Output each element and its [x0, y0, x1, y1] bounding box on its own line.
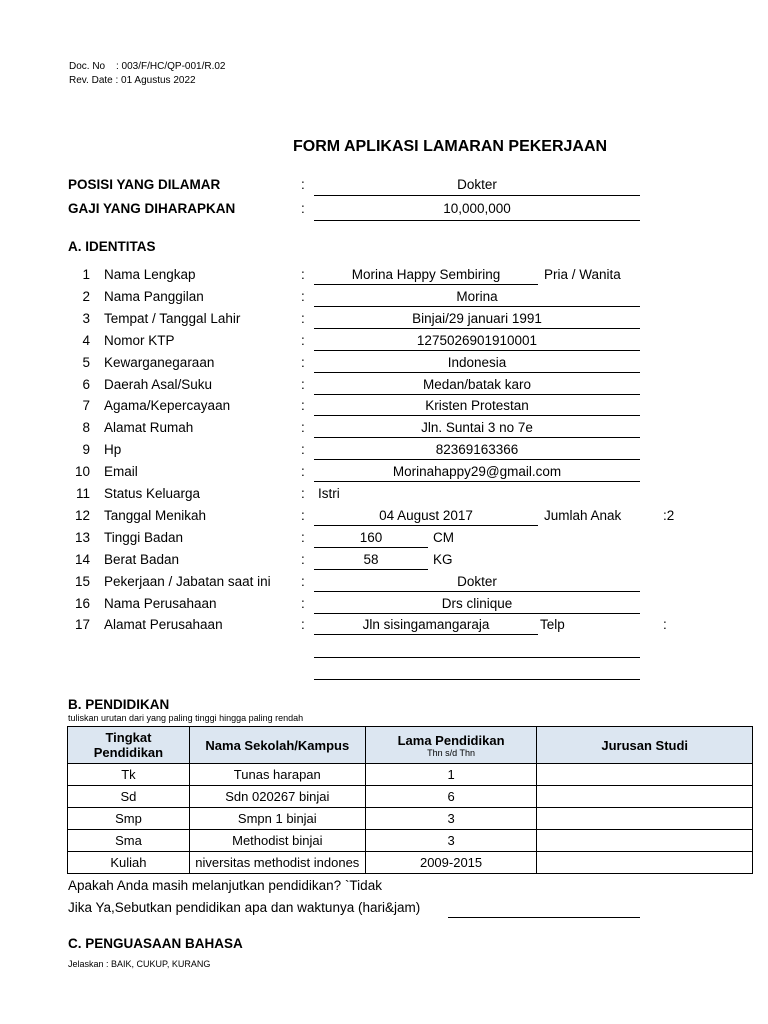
identitas-row-value[interactable]: Morinahappy29@gmail.com — [392, 464, 562, 479]
cell-lama[interactable]: 3 — [365, 830, 537, 852]
cell-sekolah[interactable]: Smpn 1 binjai — [189, 808, 365, 830]
identitas-row-value[interactable]: 1275026901910001 — [416, 333, 538, 348]
identitas-row-label: Tempat / Tanggal Lahir — [104, 311, 241, 326]
pendidikan-note: tuliskan urutan dari yang paling tinggi hingga paling rendah — [68, 713, 304, 723]
cell-tingkat[interactable]: Kuliah — [68, 852, 190, 874]
alamat-perusahaan-extra-line-2[interactable] — [314, 679, 640, 680]
identitas-row-label: Email — [104, 464, 138, 479]
bahasa-note: Jelaskan : BAIK, CUKUP, KURANG — [68, 959, 211, 969]
identitas-row-underline — [314, 525, 538, 526]
identitas-row-number: 15 — [74, 574, 90, 589]
rev-date: Rev. Date : 01 Agustus 2022 — [69, 75, 196, 86]
identitas-row-label: Agama/Kepercayaan — [104, 398, 231, 413]
identitas-row-number: 9 — [82, 442, 90, 457]
identitas-row-colon: : — [301, 420, 305, 435]
identitas-row-colon: : — [301, 552, 305, 567]
gaji-label: GAJI YANG DIHARAPKAN — [68, 201, 236, 216]
identitas-row-colon: : — [301, 311, 305, 326]
cell-tingkat[interactable]: Smp — [68, 808, 190, 830]
identitas-row-value[interactable]: Indonesia — [447, 355, 507, 370]
col-lama-sublabel: Thn s/d Thn — [427, 747, 475, 758]
identitas-row-underline — [314, 437, 640, 438]
posisi-colon: : — [301, 177, 305, 192]
col-lama-label: Lama Pendidikan — [397, 732, 505, 748]
question-education-detail: Jika Ya,Sebutkan pendidikan apa dan waktunya (hari&jam) — [68, 900, 421, 915]
table-row — [68, 852, 753, 874]
question-continue-education: Apakah Anda masih melanjutkan pendidikan? `Tidak — [68, 878, 382, 893]
identitas-row-colon: : — [301, 442, 305, 457]
identitas-row-underline — [314, 328, 640, 329]
identitas-row-colon: : — [301, 464, 305, 479]
identitas-row-number: 4 — [82, 333, 90, 348]
identitas-row-value[interactable]: Kristen Protestan — [425, 398, 529, 413]
gaji-value[interactable]: 10,000,000 — [443, 201, 511, 216]
identitas-row-underline — [314, 547, 428, 548]
identitas-row-colon: : — [301, 530, 305, 545]
cell-sekolah[interactable]: Methodist binjai — [189, 830, 365, 852]
identitas-row-label: Berat Badan — [104, 552, 180, 567]
identitas-row-label: Nama Panggilan — [104, 289, 204, 304]
identitas-row-underline — [314, 394, 640, 395]
table-row — [68, 808, 753, 830]
col-jurusan-header: Jurusan Studi — [537, 727, 753, 764]
page-title: FORM APLIKASI LAMARAN PEKERJAAN — [293, 138, 608, 155]
table-row — [68, 764, 753, 786]
identitas-row-underline — [314, 306, 640, 307]
cell-jurusan[interactable] — [537, 808, 753, 830]
cell-sekolah[interactable]: Sdn 020267 binjai — [189, 786, 365, 808]
doc-no-value: : 003/F/HC/QP-001/R.02 — [116, 61, 226, 72]
cell-lama[interactable]: 1 — [365, 764, 537, 786]
identitas-row-underline — [314, 613, 640, 614]
pendidikan-header-row — [68, 727, 753, 764]
identitas-row-label: Tinggi Badan — [104, 530, 184, 545]
cell-lama[interactable]: 6 — [365, 786, 537, 808]
identitas-row-number: 1 — [82, 267, 90, 282]
identitas-row-label: Status Keluarga — [104, 486, 201, 501]
identitas-row-number: 6 — [82, 377, 90, 392]
identitas-row-colon: : — [301, 289, 305, 304]
doc-no-label: Doc. No — [69, 61, 106, 72]
identitas-row-value[interactable]: Jln sisingamangaraja — [362, 617, 490, 632]
identitas-row-number: 17 — [74, 617, 90, 632]
identitas-row-colon: : — [301, 267, 305, 282]
identitas-row-label: Tanggal Menikah — [104, 508, 207, 523]
identitas-row-value[interactable]: Jln. Suntai 3 no 7e — [421, 420, 533, 435]
cell-jurusan[interactable] — [537, 830, 753, 852]
identitas-row-colon: : — [301, 574, 305, 589]
identitas-row-number: 12 — [74, 508, 90, 523]
identitas-row-colon: : — [301, 486, 305, 501]
gaji-colon: : — [301, 201, 305, 216]
identitas-row-value[interactable]: 160 — [359, 530, 383, 545]
identitas-heading: A. IDENTITAS — [68, 239, 156, 254]
identitas-row-underline — [314, 634, 538, 635]
identitas-row-underline — [314, 459, 640, 460]
identitas-row-colon: : — [301, 377, 305, 392]
identitas-row-number: 5 — [82, 355, 90, 370]
identitas-row-underline — [314, 350, 640, 351]
identitas-row-value[interactable]: Binjai/29 januari 1991 — [412, 311, 542, 326]
jumlah-anak-label: Jumlah Anak — [544, 508, 622, 523]
identitas-row-value[interactable]: Istri — [318, 486, 340, 501]
identitas-row-label: Nomor KTP — [104, 333, 175, 348]
posisi-underline — [314, 195, 640, 196]
col-sekolah-header: Nama Sekolah/Kampus — [189, 727, 365, 764]
identitas-row-value[interactable]: Dokter — [457, 574, 497, 589]
identitas-row-number: 7 — [82, 398, 90, 413]
identitas-row-number: 14 — [74, 552, 90, 567]
identitas-row-underline — [314, 372, 640, 373]
identitas-row-number: 13 — [74, 530, 90, 545]
telp-colon: : — [663, 617, 667, 632]
cell-tingkat[interactable]: Sd — [68, 786, 190, 808]
identitas-row-value[interactable]: Morina Happy Sembiring — [351, 267, 501, 282]
identitas-row-label: Daerah Asal/Suku — [104, 377, 213, 392]
col-lama-header — [365, 727, 537, 764]
cell-tingkat[interactable]: Sma — [68, 830, 190, 852]
identitas-row-underline — [314, 591, 640, 592]
identitas-row-colon: : — [301, 508, 305, 523]
cell-tingkat[interactable]: Tk — [68, 764, 190, 786]
identitas-row-number: 11 — [75, 486, 90, 501]
identitas-row-colon: : — [301, 398, 305, 413]
identitas-row-label: Nama Lengkap — [104, 267, 196, 282]
col-tingkat-header — [68, 727, 190, 764]
identitas-row-colon: : — [301, 596, 305, 611]
identitas-row-number: 16 — [74, 596, 90, 611]
identitas-row-underline — [314, 481, 640, 482]
gender-options[interactable]: Pria / Wanita — [544, 267, 621, 282]
identitas-row-value[interactable]: 82369163366 — [435, 442, 519, 457]
pendidikan-heading: B. PENDIDIKAN — [68, 697, 170, 712]
identitas-row-underline — [314, 415, 640, 416]
telp-label: Telp — [540, 617, 565, 632]
bahasa-heading: C. PENGUASAAN BAHASA — [68, 936, 243, 951]
table-row — [68, 830, 753, 852]
gaji-underline — [314, 220, 640, 221]
identitas-row-value[interactable]: Morina — [456, 289, 498, 304]
pendidikan-table — [67, 726, 753, 874]
identitas-row-number: 2 — [82, 289, 90, 304]
cell-jurusan[interactable] — [537, 852, 753, 874]
cell-lama[interactable]: 2009-2015 — [365, 852, 537, 874]
identitas-row-underline — [314, 284, 538, 285]
identitas-row-value[interactable]: 04 August 2017 — [379, 508, 473, 523]
identitas-row-label: Nama Perusahaan — [104, 596, 217, 611]
identitas-row-number: 10 — [74, 464, 90, 479]
jumlah-anak-value[interactable]: :2 — [663, 508, 675, 523]
tinggi-unit: CM — [433, 530, 454, 545]
cell-jurusan[interactable] — [537, 786, 753, 808]
identitas-row-colon: : — [301, 617, 305, 632]
alamat-perusahaan-extra-line-1[interactable] — [314, 657, 640, 658]
identitas-row-underline — [314, 569, 428, 570]
identitas-row-label: Alamat Rumah — [104, 420, 194, 435]
posisi-label: POSISI YANG DILAMAR — [68, 177, 221, 192]
identitas-row-colon: : — [301, 333, 305, 348]
cell-lama[interactable]: 3 — [365, 808, 537, 830]
col-tingkat-label: Tingkat Pendidikan — [93, 730, 164, 760]
identitas-row-value[interactable]: Medan/batak karo — [422, 377, 532, 392]
education-detail-answer-line[interactable] — [448, 917, 640, 918]
identitas-row-number: 3 — [82, 311, 90, 326]
posisi-value[interactable]: Dokter — [457, 177, 497, 192]
identitas-row-label: Kewarganegaraan — [104, 355, 215, 370]
identitas-row-value[interactable]: Drs clinique — [441, 596, 513, 611]
identitas-row-colon: : — [301, 355, 305, 370]
identitas-row-value[interactable]: 58 — [363, 552, 379, 567]
berat-unit: KG — [433, 552, 453, 567]
cell-sekolah[interactable]: niversitas methodist indones — [189, 852, 365, 874]
cell-jurusan[interactable] — [537, 764, 753, 786]
cell-sekolah[interactable]: Tunas harapan — [189, 764, 365, 786]
identitas-row-label: Hp — [104, 442, 122, 457]
identitas-row-label: Pekerjaan / Jabatan saat ini — [104, 574, 271, 589]
identitas-row-label: Alamat Perusahaan — [104, 617, 223, 632]
table-row — [68, 786, 753, 808]
identitas-row-number: 8 — [82, 420, 90, 435]
